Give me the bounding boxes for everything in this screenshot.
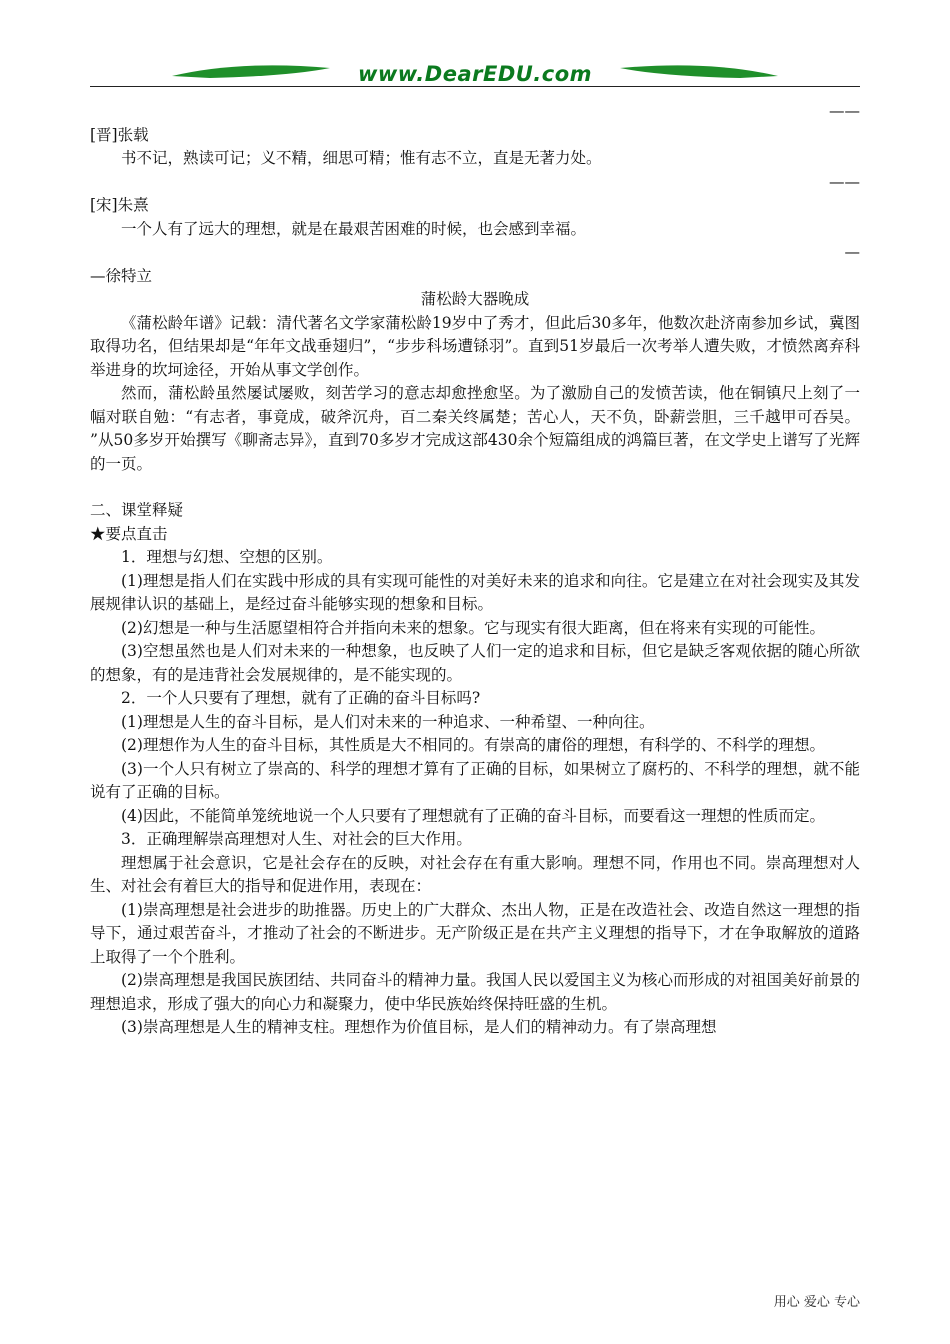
answer-item: (2)崇高理想是我国民族团结、共同奋斗的精神力量。我国人民以爱国主义为核心而形成的对祖国美好前景的理想追求，形成了强大的向心力和凝聚力，使中华民族始终保持旺盛的生机。 [90,971,860,1013]
question-intro: 理想属于社会意识，它是社会存在的反映，对社会存在有重大影响。理想不同，作用也不同。崇高理想对人生、对社会有着巨大的指导和促进作用，表现在： [90,853,860,895]
header-rule [90,86,860,87]
quote-author: [宋]朱熹 [90,196,149,214]
page-header [90,56,860,98]
answer-item: (4)因此，不能简单笼统地说一个人只要有了理想就有了正确的奋斗目标，而要看这一理想的性质而定。 [121,806,825,825]
section-heading: 二、课堂释疑 [90,501,184,519]
question-heading: 3．正确理解崇高理想对人生、对社会的巨大作用。 [121,830,472,848]
blank-line [90,476,860,499]
quote-text: 一个人有了远大的理想，就是在最艰苦困难的时候，也会感到幸福。 [121,219,587,238]
document-body [90,100,860,1040]
quote-author: —徐特立 [90,266,153,285]
answer-item: (2)幻想是一种与生活愿望相符合并指向未来的想象。它与现实有很大距离，但在将来有实现的可能性。 [121,618,825,637]
site-logo: www.DearEDU.com [357,62,593,86]
quote-dash: —— [829,102,860,120]
quote-dash: —— [829,172,860,191]
quote-dash: — [844,243,860,261]
answer-item: (3)一个人只有树立了崇高的、科学的理想才算有了正确的目标，如果树立了腐朽的、不科学的理想，就不能说有了正确的目标。 [90,759,860,801]
answer-item: (1)理想是指人们在实践中形成的具有实现可能性的对美好未来的追求和向往。它是建立在对社会现实及其发展规律认识的基础上，是经过奋斗能够实现的想象和目标。 [90,571,860,613]
question-heading: 2．一个人只要有了理想，就有了正确的奋斗目标吗? [121,689,481,707]
answer-item: (3)空想虽然也是人们对未来的一种想象，也反映了人们一定的追求和目标，但它是缺乏客观依据的随心所欲的想象，有的是违背社会发展规律的，是不能实现的。 [90,642,860,684]
answer-item: (1)崇高理想是社会进步的助推器。历史上的广大群众、杰出人物，正是在改造社会、改造自然这一理想的指导下，通过艰苦奋斗，才推动了社会的不断进步。无产阶级正是在共产主义理想的指导下，才在争取解放的道路上取得了一个个胜利。 [90,900,860,966]
quote-author: [晋]张载 [90,125,149,144]
answer-item: (1)理想是人生的奋斗目标，是人们对未来的一种追求、一种希望、一种向往。 [121,712,655,731]
answer-item: (2)理想作为人生的奋斗目标，其性质是大不相同的。有崇高的庸俗的理想，有科学的、不科学的理想。 [121,736,825,754]
quote-text: 书不记，熟读可记；义不精，细思可精；惟有志不立，直是无著力处。 [121,149,602,167]
answer-item: (3)崇高理想是人生的精神支柱。理想作为价值目标，是人们的精神动力。有了崇高理想 [121,1018,717,1036]
page-footer: 用心 爱心 专心 [773,1295,860,1310]
question-heading: 1．理想与幻想、空想的区别。 [121,548,333,566]
section-subheading: ★要点直击 [90,524,168,543]
story-paragraph: 然而，蒲松龄虽然屡试屡败，刻苦学习的意志却愈挫愈坚。为了激励自己的发愤苦读，他在铜镇尺上刻了一幅对联自勉：“有志者，事竟成，破斧沉舟，百二秦关终属楚；苦心人，天不负，卧薪尝胆，三千越甲可吞吴。 ”从50多岁开始撰写《聊斋志异》，直到70多岁才完成这部430余个短篇组成的鸿篇巨著，在文学史上谱写了光辉的一页。 [90,384,860,473]
story-paragraph: 《蒲松龄年谱》记载：清代著名文学家蒲松龄19岁中了秀才，但此后30多年，他数次赴济南参加乡试，冀图取得功名，但结果却是“年年文战垂翅归”，“步步科场遭铩羽”。直到51岁最后一次考举人遭失败，才愤然离弃科举进身的坎坷途径，开始从事文学创作。 [90,313,860,379]
story-title: 蒲松龄大器晚成 [420,290,530,308]
